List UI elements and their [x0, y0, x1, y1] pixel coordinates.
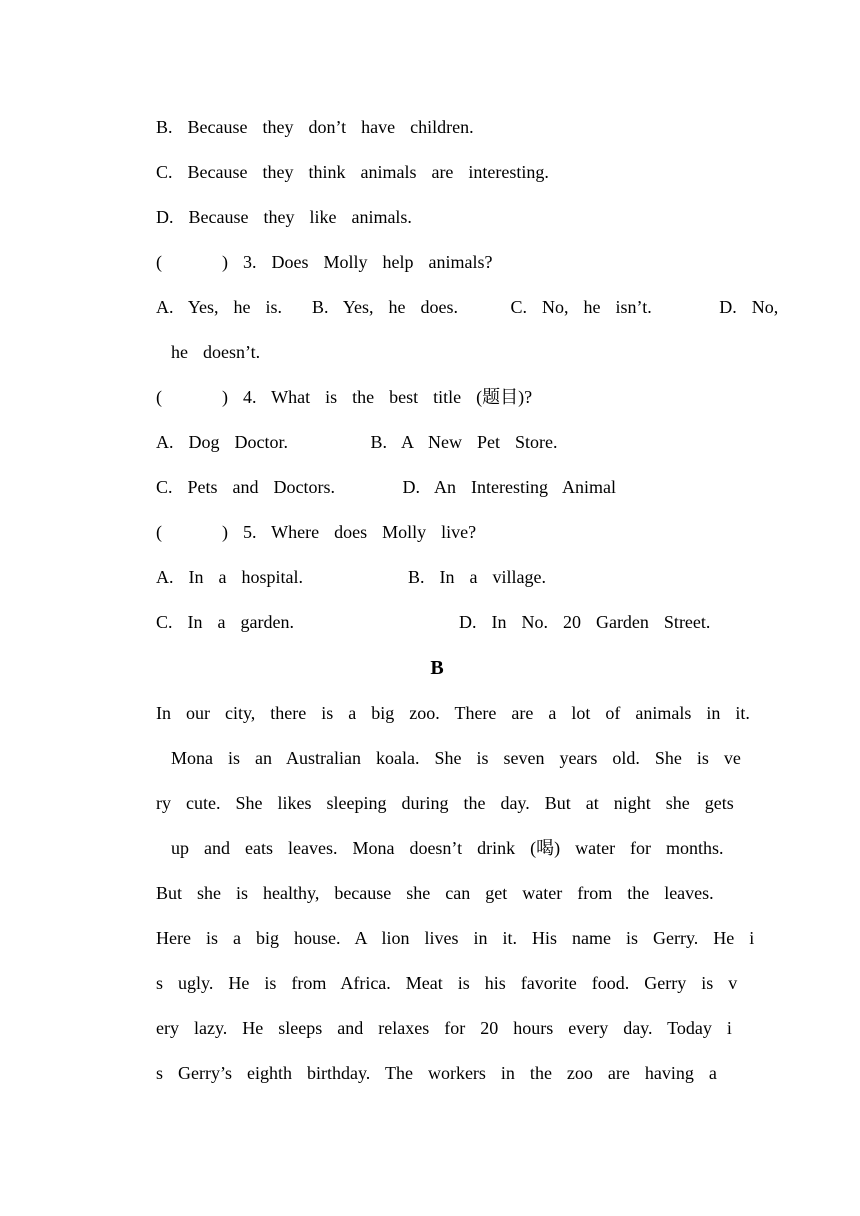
question-5-options-ab: A. In a hospital. B. In a village. [156, 567, 546, 587]
question-5-stem: ( ) 5. Where does Molly live? [156, 522, 477, 542]
section-b-heading: B [430, 657, 444, 679]
question-3-stem: ( ) 3. Does Molly help animals? [156, 252, 493, 272]
question-4-options-cd: C. Pets and Doctors. D. An Interesting Animal [156, 477, 616, 497]
passage-line: Mona is an Australian koala. She is seven years old. She is ve [156, 748, 741, 768]
passage-line: ery lazy. He sleeps and relaxes for 20 hours every day. Today i [156, 1018, 732, 1038]
passage-line: But she is healthy, because she can get water from the leaves. [156, 883, 714, 903]
passage-line: Here is a big house. A lion lives in it. His name is Gerry. He i [156, 928, 755, 948]
question-3-options: A. Yes, he is. B. Yes, he does. C. No, he isn’t. D. No, [156, 297, 779, 317]
passage-line: ry cute. She likes sleeping during the day. But at night she gets [156, 793, 734, 813]
question-2-option-d: D. Because they like animals. [156, 207, 412, 227]
question-2-option-c: C. Because they think animals are interesting. [156, 162, 549, 182]
passage-line: s Gerry’s eighth birthday. The workers in the zoo are having a [156, 1063, 717, 1083]
passage-line: In our city, there is a big zoo. There are a lot of animals in it. [156, 703, 750, 723]
question-4-options-ab: A. Dog Doctor. B. A New Pet Store. [156, 432, 558, 452]
passage-line: s ugly. He is from Africa. Meat is his favorite food. Gerry is v [156, 973, 738, 993]
question-2-option-b: B. Because they don’t have children. [156, 117, 474, 137]
question-3-options-continued: he doesn’t. [156, 342, 261, 362]
question-5-options-cd: C. In a garden. D. In No. 20 Garden Street. [156, 612, 711, 632]
passage-line: up and eats leaves. Mona doesn’t drink (喝) water for months. [156, 838, 724, 858]
question-4-stem: ( ) 4. What is the best title (题目)? [156, 387, 533, 407]
